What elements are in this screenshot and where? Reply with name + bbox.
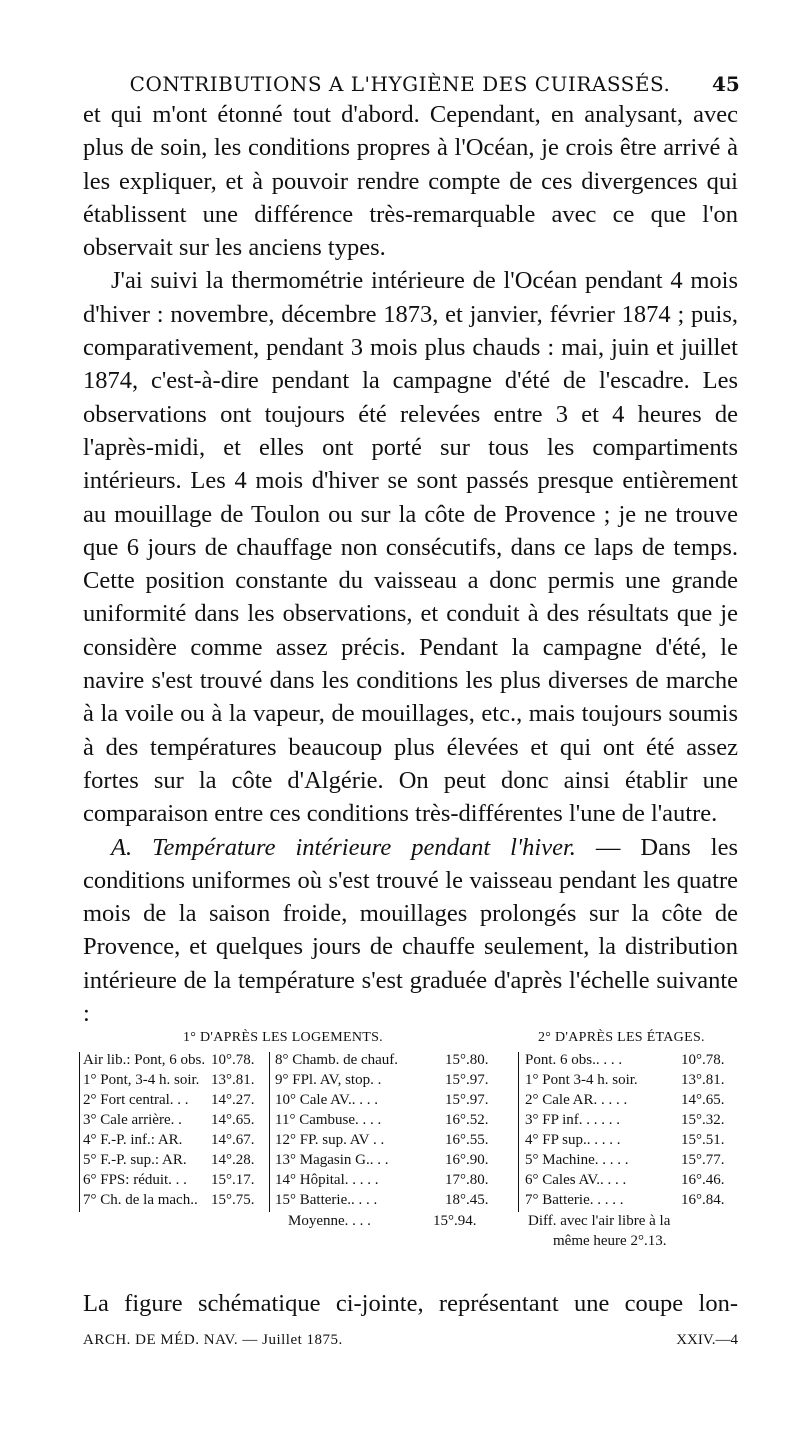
sheet-signature: XXIV.—4 [676,1332,738,1348]
table-row-label: 11° Cambuse. . . . [275,1112,382,1128]
paragraph-3-text: — Dans les conditions uniformes où s'est trouvé le vaisseau pendant les quatre mois de la saison froide, mouillages prolongés sur la côte de Provence, et quelques jours de chauffe seulement, la distribution intérieure de la température s'est graduée d'après l'échelle suivante : [83,833,738,1028]
table-row-label: Pont. 6 obs.. . . . [525,1052,623,1068]
table-row-label: 2° Cale AR. . . . . [525,1092,628,1108]
body-text [83,98,738,1030]
table-row-label: 1° Pont 3-4 h. soir. [525,1072,638,1088]
moyenne-label: Moyenne. . . . [288,1213,371,1229]
page-number: 45 [712,72,740,96]
table-row-label: 15° Batterie.. . . . [275,1192,378,1208]
table-row-label: 9° FPl. AV, stop. . [275,1072,382,1088]
table-heading-right: 2° D'APRÈS LES ÉTAGES. [538,1030,705,1045]
table-row-value: 14°.65. [681,1092,725,1108]
table-row-label: 5° Machine. . . . . [525,1152,629,1168]
table-row-value: 15°.32. [681,1112,725,1128]
table-row-value: 14°.28. [211,1152,255,1168]
paragraph-2: J'ai suivi la thermométrie intérieure de l'Océan pendant 4 mois d'hiver : novembre, décembre 1873, et janvier, février 1874 ; puis, comparativement, pendant 3 mois plus chauds : mai, juin et juillet 1874, c'est-à-dire pendant la campagne d'été de l'escadre. Les observations ont toujours été relevées entre 3 et 4 heures de l'après-midi, et elles ont porté sur tous les compartiments intérieurs. Les 4 mois d'hiver se sont passés presque entièrement au mouillage de Toulon ou sur la côte de Provence ; je ne trouve que 6 jours de chauffage non consécutifs, dans ce laps de temps. Cette position constante du vaisseau a donc permis une grande uniformité dans les observations, et conduit à des résultats que je considère comme assez précis. Pendant la campagne d'été, le navire s'est trouvé dans les conditions les plus diverses de marche à la voile ou à la vapeur, de mouillages, etc., mais toujours soumis à des températures beaucoup plus élevées et qui ont été assez fortes sur la côte d'Algérie. On peut donc ainsi établir une comparaison entre ces conditions très-différentes l'une de l'autre. [83,267,738,828]
table-row-label: 12° FP. sup. AV . . [275,1132,385,1148]
table-row-label: 1° Pont, 3-4 h. soir. [83,1072,200,1088]
table-row-label: Air lib.: Pont, 6 obs. [83,1052,206,1068]
table-row-label: 7° Ch. de la mach.. [83,1192,198,1208]
table-row-value: 15°.75. [211,1192,255,1208]
table-row-label: 10° Cale AV.. . . . [275,1092,378,1108]
diff-line-1: Diff. avec l'air libre à la [528,1213,671,1229]
running-title: CONTRIBUTIONS A L'HYGIÈNE DES CUIRASSÉS. [129,72,671,96]
table-row-value: 16°.46. [681,1172,725,1188]
table-row-label: 3° FP inf. . . . . . [525,1112,621,1128]
moyenne-value: 15°.94. [433,1213,477,1229]
table-row-value: 10°.78. [211,1052,255,1068]
section-heading: A. Température intérieure pendant l'hiver. [111,833,576,861]
table-row-value: 17°.80. [445,1172,489,1188]
table-row-label: 6° FPS: réduit. . . [83,1172,187,1188]
table-row-label: 3° Cale arrière. . [83,1112,182,1128]
table-row-value: 16°.84. [681,1192,725,1208]
journal-ref: ARCH. DE MÉD. NAV. — Juillet 1875. [83,1332,343,1348]
table-row-value: 15°.77. [681,1152,725,1168]
table-row-value: 16°.55. [445,1132,489,1148]
continuation-line: La figure schématique ci-jointe, représentant une coupe lon- [83,1290,738,1317]
table-row-value: 15°.97. [445,1072,489,1088]
table-row-value: 18°.45. [445,1192,489,1208]
table-row-label: 5° F.-P. sup.: AR. [83,1152,187,1168]
table-row-value: 16°.52. [445,1112,489,1128]
table-row-label: 2° Fort central. . . [83,1092,189,1108]
table-row-value: 13°.81. [681,1072,725,1088]
table-row-value: 15°.17. [211,1172,255,1188]
table-row-value: 14°.27. [211,1092,255,1108]
bracket-line [518,1052,519,1212]
table-row-label: 7° Batterie. . . . . [525,1192,624,1208]
table-heading-left: 1° D'APRÈS LES LOGEMENTS. [183,1030,383,1045]
bracket-line [79,1052,80,1212]
paragraph-1: et qui m'ont étonné tout d'abord. Cependant, en analysant, avec plus de soin, les conditions propres à l'Océan, je crois être arrivé à les expliquer, et à pouvoir rendre compte de ces divergences qui établissent une différence très-remarquable avec ce que l'on observait sur les anciens types. [83,101,738,262]
table-row-label: 4° FP sup.. . . . . [525,1132,621,1148]
table-row-value: 10°.78. [681,1052,725,1068]
diff-line-2: même heure 2°.13. [553,1233,667,1249]
table-row-label: 8° Chamb. de chauf. [275,1052,399,1068]
table-row-value: 16°.90. [445,1152,489,1168]
table-row-label: 13° Magasin G.. . . [275,1152,389,1168]
bracket-line [269,1052,270,1212]
table-row-value: 15°.80. [445,1052,489,1068]
table-row-label: 6° Cales AV.. . . . [525,1172,627,1188]
table-row-value: 14°.67. [211,1132,255,1148]
table-row-value: 15°.97. [445,1092,489,1108]
table-row-value: 14°.65. [211,1112,255,1128]
paragraph-3 [83,831,738,1031]
table-row-label: 14° Hôpital. . . . . [275,1172,379,1188]
table-row-value: 13°.81. [211,1072,255,1088]
table-row-value: 15°.51. [681,1132,725,1148]
table-row-label: 4° F.-P. inf.: AR. [83,1132,183,1148]
